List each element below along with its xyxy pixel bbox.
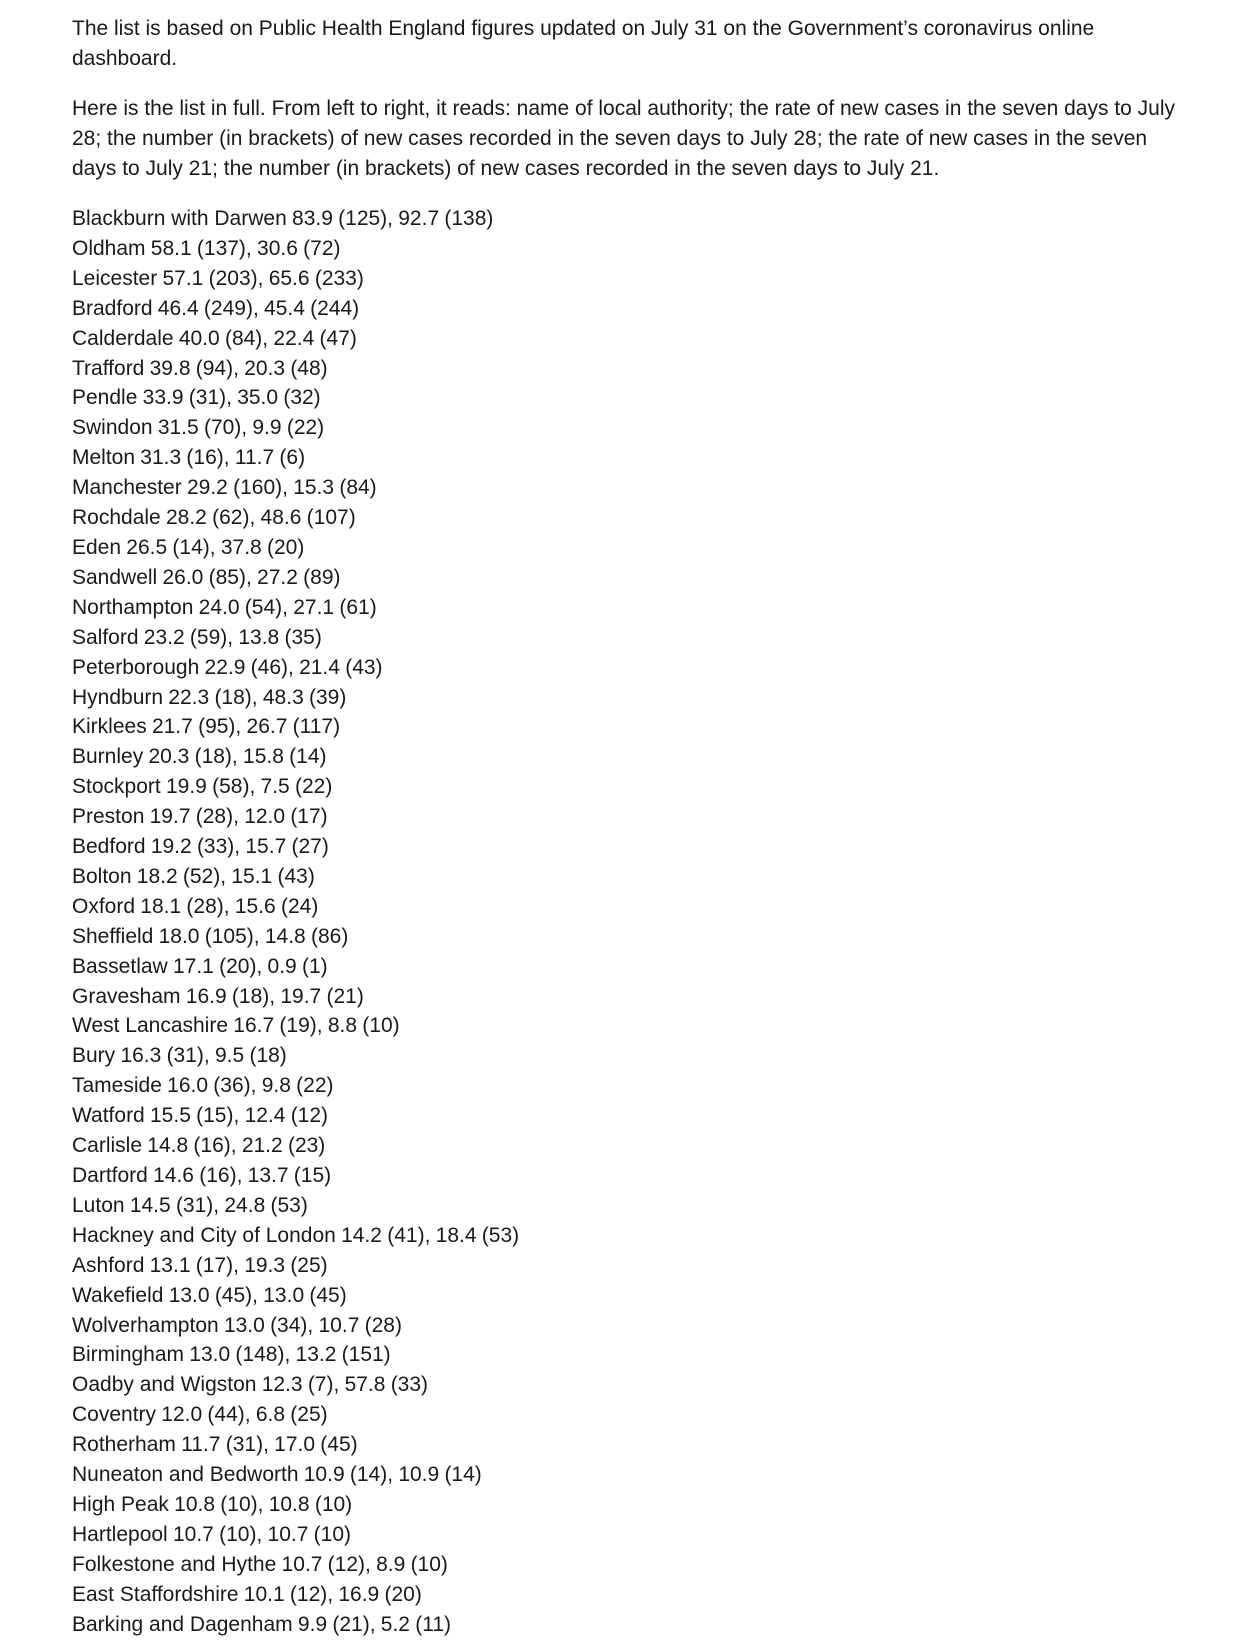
cases-jul28: (18), <box>194 745 238 769</box>
cases-jul28: (31), <box>188 386 232 410</box>
cases-jul28: (95), <box>198 715 242 739</box>
cases-jul28: (84), <box>224 326 269 350</box>
cases-jul21: (45) <box>309 1283 347 1307</box>
cases-jul21: (20) <box>266 535 305 559</box>
rate-jul28: 46.4 <box>157 296 199 320</box>
cases-jul28: (45), <box>214 1283 258 1307</box>
cases-jul28: (14), <box>172 535 216 559</box>
list-item <box>72 1251 1182 1281</box>
list-item <box>72 1580 1182 1610</box>
cases-jul21: (107) <box>306 506 356 530</box>
list-item <box>72 234 1182 264</box>
rate-jul28: 18.0 <box>158 924 200 948</box>
cases-jul28: (59), <box>189 625 234 649</box>
rate-jul21: 8.9 <box>376 1552 406 1576</box>
rate-jul28: 22.9 <box>204 655 246 679</box>
cases-jul28: (20), <box>219 954 263 978</box>
authority-name: Peterborough <box>72 655 200 679</box>
rate-jul21: 7.5 <box>260 775 290 799</box>
authority-name: Trafford <box>72 356 145 380</box>
authority-name: Northampton <box>72 595 194 619</box>
authority-name: Bury <box>72 1044 116 1068</box>
cases-jul28: (19), <box>279 1014 323 1038</box>
cases-jul28: (16), <box>193 1134 237 1158</box>
cases-jul21: (10) <box>313 1522 352 1546</box>
cases-jul28: (44), <box>207 1403 251 1427</box>
rate-jul21: 65.6 <box>268 266 310 290</box>
list-item <box>72 862 1182 892</box>
rate-jul28: 10.1 <box>243 1582 285 1606</box>
rate-jul28: 40.0 <box>178 326 220 350</box>
list-item <box>72 1550 1182 1580</box>
rate-jul28: 10.9 <box>303 1463 345 1487</box>
cases-jul21: (45) <box>320 1433 358 1457</box>
rate-jul28: 13.0 <box>168 1283 210 1307</box>
cases-jul28: (41), <box>387 1223 431 1247</box>
authority-name: Stockport <box>72 775 161 799</box>
authority-name: Tameside <box>72 1074 162 1098</box>
list-item <box>72 1370 1182 1400</box>
cases-jul21: (39) <box>309 685 347 709</box>
rate-jul28: 21.7 <box>151 715 193 739</box>
rate-jul28: 16.7 <box>233 1014 275 1038</box>
cases-jul21: (21) <box>326 984 364 1008</box>
rate-jul21: 11.7 <box>234 446 275 470</box>
authority-name: Oxford <box>72 894 136 918</box>
rate-jul28: 29.2 <box>186 476 228 500</box>
rate-jul28: 26.0 <box>162 565 204 589</box>
authority-name: Birmingham <box>72 1343 185 1367</box>
list-item <box>72 533 1182 563</box>
rate-jul21: 9.5 <box>215 1044 245 1068</box>
cases-jul21: (10) <box>410 1552 448 1576</box>
rate-jul21: 24.8 <box>224 1193 266 1217</box>
authority-name: Oadby and Wigston <box>72 1373 257 1397</box>
cases-jul21: (23) <box>287 1134 326 1158</box>
cases-jul28: (31), <box>175 1193 220 1217</box>
list-item <box>72 1400 1182 1430</box>
cases-jul28: (62), <box>212 506 256 530</box>
cases-jul21: (72) <box>303 236 341 260</box>
cases-jul21: (84) <box>339 476 377 500</box>
cases-jul21: (1) <box>301 954 328 978</box>
rate-jul21: 9.9 <box>252 416 282 440</box>
rate-jul28: 13.1 <box>149 1253 191 1277</box>
cases-jul28: (28), <box>195 805 239 829</box>
list-item <box>72 1191 1182 1221</box>
list-item <box>72 742 1182 772</box>
cases-jul28: (10), <box>220 1492 264 1516</box>
rate-jul21: 10.7 <box>267 1522 309 1546</box>
rate-jul28: 20.3 <box>148 745 190 769</box>
cases-jul21: (25) <box>290 1403 328 1427</box>
rate-jul21: 17.0 <box>274 1433 316 1457</box>
list-item <box>72 653 1182 683</box>
rate-jul21: 57.8 <box>344 1373 386 1397</box>
list-item <box>72 1161 1182 1191</box>
rate-jul21: 19.7 <box>280 984 322 1008</box>
cases-jul21: (233) <box>314 266 364 290</box>
authority-name: Bedford <box>72 835 146 859</box>
rate-jul28: 10.7 <box>281 1552 323 1576</box>
cases-jul28: (203), <box>208 266 264 290</box>
authority-name: Melton <box>72 446 136 470</box>
rate-jul28: 11.7 <box>181 1433 221 1457</box>
rate-jul21: 12.0 <box>244 805 286 829</box>
rate-jul21: 16.9 <box>338 1582 380 1606</box>
rate-jul21: 45.4 <box>264 296 305 320</box>
cases-jul28: (15), <box>196 1104 240 1128</box>
rate-jul21: 20.3 <box>244 356 286 380</box>
rate-jul28: 16.3 <box>120 1044 162 1068</box>
cases-jul21: (53) <box>481 1223 520 1247</box>
authority-name: Carlisle <box>72 1134 143 1158</box>
cases-jul28: (18), <box>231 984 276 1008</box>
rate-jul21: 15.8 <box>243 745 284 769</box>
cases-jul21: (27) <box>291 835 329 859</box>
rate-jul21: 14.8 <box>264 924 306 948</box>
list-item <box>72 1430 1182 1460</box>
rate-jul28: 19.7 <box>149 805 191 829</box>
list-item <box>72 563 1182 593</box>
cases-jul28: (52), <box>182 864 227 888</box>
rate-jul21: 15.6 <box>234 894 276 918</box>
authority-name: Burnley <box>72 745 144 769</box>
document-page <box>72 14 1182 1640</box>
cases-jul21: (24) <box>280 894 319 918</box>
rate-jul21: 35.0 <box>237 386 279 410</box>
cases-jul21: (89) <box>303 565 341 589</box>
authority-name: Bassetlaw <box>72 954 168 978</box>
local-authority-list <box>72 204 1182 1640</box>
rate-jul28: 10.8 <box>174 1492 216 1516</box>
cases-jul21: (138) <box>444 207 494 230</box>
list-item <box>72 1460 1182 1490</box>
rate-jul21: 8.8 <box>327 1014 358 1038</box>
rate-jul21: 12.4 <box>244 1104 286 1128</box>
rate-jul28: 23.2 <box>143 625 185 649</box>
cases-jul28: (249), <box>203 296 259 320</box>
rate-jul28: 9.9 <box>297 1612 328 1636</box>
list-item <box>72 802 1182 832</box>
cases-jul21: (151) <box>341 1343 391 1367</box>
rate-jul28: 58.1 <box>150 236 192 260</box>
authority-name: Rotherham <box>72 1433 176 1457</box>
authority-name: Kirklees <box>72 715 147 739</box>
list-item <box>72 1131 1182 1161</box>
rate-jul28: 15.5 <box>150 1104 191 1128</box>
list-item <box>72 1490 1182 1520</box>
cases-jul28: (54), <box>244 595 288 619</box>
cases-jul21: (20) <box>384 1582 422 1606</box>
rate-jul21: 48.3 <box>262 685 304 709</box>
list-item <box>72 473 1182 503</box>
rate-jul28: 14.2 <box>341 1223 382 1247</box>
rate-jul28: 19.9 <box>165 775 207 799</box>
rate-jul21: 6.8 <box>255 1403 286 1427</box>
rate-jul28: 14.8 <box>147 1134 189 1158</box>
list-item <box>72 1311 1182 1341</box>
rate-jul28: 33.9 <box>142 386 184 410</box>
intro-paragraph-source: The list is based on Public Health England figures updated on July 31 on the Government’s coronavirus online dashboard. <box>72 17 1095 70</box>
authority-name: Dartford <box>72 1164 148 1187</box>
list-item <box>72 892 1182 922</box>
list-item <box>72 294 1182 324</box>
authority-name: Watford <box>72 1104 145 1128</box>
rate-jul28: 13.0 <box>189 1343 231 1367</box>
rate-jul21: 15.1 <box>231 864 273 888</box>
cases-jul21: (17) <box>290 805 328 829</box>
authority-name: Luton <box>72 1193 125 1217</box>
rate-jul21: 21.2 <box>241 1134 283 1158</box>
cases-jul21: (15) <box>293 1164 332 1187</box>
cases-jul21: (43) <box>277 864 315 888</box>
cases-jul21: (53) <box>270 1193 308 1217</box>
cases-jul28: (21), <box>332 1612 376 1636</box>
cases-jul28: (17), <box>195 1253 239 1277</box>
authority-name: Hartlepool <box>72 1522 168 1546</box>
cases-jul28: (18), <box>214 685 258 709</box>
cases-jul28: (105), <box>204 924 260 948</box>
cases-jul21: (10) <box>362 1014 400 1038</box>
authority-name: Calderdale <box>72 326 174 350</box>
cases-jul21: (10) <box>314 1492 353 1516</box>
rate-jul28: 10.7 <box>172 1522 214 1546</box>
rate-jul21: 19.3 <box>244 1253 286 1277</box>
authority-name: Nuneaton and Bedworth <box>72 1463 299 1487</box>
cases-jul28: (7), <box>307 1373 340 1397</box>
rate-jul28: 19.2 <box>150 835 192 859</box>
list-item <box>72 1071 1182 1101</box>
authority-name: Leicester <box>72 266 158 290</box>
authority-name: Bradford <box>72 296 153 320</box>
cases-jul21: (86) <box>310 924 349 948</box>
list-item <box>72 1011 1182 1041</box>
rate-jul28: 16.0 <box>167 1074 209 1098</box>
list-item <box>72 982 1182 1012</box>
rate-jul21: 13.8 <box>238 625 280 649</box>
list-item <box>72 922 1182 952</box>
rate-jul28: 24.0 <box>198 595 240 619</box>
list-item <box>72 503 1182 533</box>
rate-jul28: 17.1 <box>172 954 214 978</box>
list-item <box>72 1340 1182 1370</box>
list-item <box>72 1041 1182 1071</box>
rate-jul21: 18.4 <box>435 1223 477 1247</box>
authority-name: Bolton <box>72 864 132 888</box>
authority-name: Wolverhampton <box>72 1313 219 1337</box>
cases-jul28: (31), <box>225 1433 269 1457</box>
rate-jul21: 0.9 <box>267 954 297 978</box>
rate-jul21: 10.7 <box>318 1313 360 1337</box>
rate-jul28: 22.3 <box>168 685 210 709</box>
list-item <box>72 1221 1182 1251</box>
authority-name: Rochdale <box>72 506 161 530</box>
rate-jul28: 31.3 <box>140 446 182 470</box>
rate-jul28: 14.5 <box>129 1193 171 1217</box>
cases-jul21: (117) <box>292 715 341 739</box>
cases-jul21: (22) <box>286 416 325 440</box>
rate-jul21: 48.6 <box>260 506 302 530</box>
list-item <box>72 952 1182 982</box>
rate-jul21: 9.8 <box>261 1074 291 1098</box>
list-item <box>72 1101 1182 1131</box>
authority-name: Blackburn with Darwen <box>72 207 287 230</box>
authority-name: Pendle <box>72 386 138 410</box>
rate-jul21: 30.6 <box>257 236 298 260</box>
list-item <box>72 1281 1182 1311</box>
rate-jul28: 12.0 <box>161 1403 203 1427</box>
authority-name: Manchester <box>72 476 182 500</box>
cases-jul21: (244) <box>310 296 360 320</box>
rate-jul21: 27.2 <box>257 565 298 589</box>
rate-jul21: 92.7 <box>398 207 440 230</box>
list-item <box>72 324 1182 354</box>
rate-jul21: 15.7 <box>245 835 287 859</box>
authority-name: Hyndburn <box>72 685 164 709</box>
rate-jul28: 39.8 <box>149 356 191 380</box>
cases-jul28: (94), <box>195 356 239 380</box>
rate-jul28: 18.1 <box>140 894 182 918</box>
list-item <box>72 413 1182 443</box>
cases-jul28: (12), <box>327 1552 371 1576</box>
list-item <box>72 443 1182 473</box>
list-item <box>72 593 1182 623</box>
cases-jul28: (14), <box>349 1463 394 1487</box>
list-item <box>72 683 1182 713</box>
rate-jul21: 13.7 <box>247 1164 289 1187</box>
cases-jul28: (31), <box>166 1044 210 1068</box>
cases-jul28: (10), <box>219 1522 263 1546</box>
cases-jul21: (6) <box>279 446 306 470</box>
cases-jul21: (12) <box>290 1104 329 1128</box>
authority-name: Preston <box>72 805 145 829</box>
cases-jul21: (22) <box>294 775 333 799</box>
rate-jul21: 10.8 <box>268 1492 310 1516</box>
rate-jul21: 13.0 <box>263 1283 305 1307</box>
cases-jul21: (48) <box>290 356 328 380</box>
cases-jul28: (34), <box>270 1313 314 1337</box>
authority-name: Sheffield <box>72 924 154 948</box>
authority-name: High Peak <box>72 1492 169 1516</box>
rate-jul21: 21.4 <box>299 655 340 679</box>
cases-jul28: (160), <box>233 476 288 500</box>
rate-jul28: 18.2 <box>136 864 178 888</box>
authority-name: Barking and Dagenham <box>72 1612 293 1636</box>
rate-jul21: 27.1 <box>293 595 335 619</box>
rate-jul21: 22.4 <box>273 326 315 350</box>
cases-jul21: (47) <box>319 326 357 350</box>
rate-jul21: 13.2 <box>295 1343 337 1367</box>
list-item <box>72 623 1182 653</box>
rate-jul28: 13.0 <box>223 1313 265 1337</box>
rate-jul28: 83.9 <box>292 207 333 230</box>
cases-jul28: (125), <box>338 207 393 230</box>
authority-name: East Staffordshire <box>72 1582 239 1606</box>
cases-jul21: (32) <box>283 386 321 410</box>
rate-jul21: 5.2 <box>380 1612 410 1636</box>
cases-jul21: (22) <box>296 1074 334 1098</box>
rate-jul21: 10.9 <box>398 1463 440 1487</box>
cases-jul21: (61) <box>339 595 377 619</box>
cases-jul21: (35) <box>284 625 322 649</box>
cases-jul21: (14) <box>289 745 327 769</box>
cases-jul28: (28), <box>186 894 230 918</box>
cases-jul21: (11) <box>415 1612 452 1636</box>
authority-name: Oldham <box>72 236 146 260</box>
list-item <box>72 712 1182 742</box>
cases-jul28: (12), <box>289 1582 334 1606</box>
authority-name: Sandwell <box>72 565 158 589</box>
rate-jul28: 57.1 <box>162 266 204 290</box>
cases-jul28: (36), <box>213 1074 257 1098</box>
list-item <box>72 772 1182 802</box>
cases-jul21: (28) <box>364 1313 402 1337</box>
rate-jul28: 16.9 <box>185 984 227 1008</box>
list-item <box>72 264 1182 294</box>
cases-jul28: (70), <box>203 416 248 440</box>
cases-jul28: (16), <box>199 1164 243 1187</box>
rate-jul28: 26.5 <box>126 535 168 559</box>
authority-name: Gravesham <box>72 984 181 1008</box>
cases-jul28: (46), <box>250 655 294 679</box>
list-item <box>72 354 1182 384</box>
rate-jul28: 14.6 <box>153 1164 194 1187</box>
rate-jul28: 31.5 <box>157 416 199 440</box>
cases-jul28: (137), <box>196 236 252 260</box>
cases-jul28: (148), <box>235 1343 291 1367</box>
rate-jul21: 26.7 <box>246 715 288 739</box>
cases-jul28: (33), <box>196 835 241 859</box>
list-item <box>72 383 1182 413</box>
cases-jul28: (85), <box>208 565 252 589</box>
authority-name: Eden <box>72 535 122 559</box>
cases-jul21: (33) <box>390 1373 429 1397</box>
cases-jul28: (16), <box>186 446 230 470</box>
authority-name: Salford <box>72 625 139 649</box>
cases-jul21: (43) <box>345 655 383 679</box>
rate-jul28: 12.3 <box>261 1373 303 1397</box>
rate-jul21: 37.8 <box>220 535 262 559</box>
authority-name: Hackney and City of London <box>72 1223 336 1247</box>
cases-jul28: (58), <box>212 775 256 799</box>
authority-name: Coventry <box>72 1403 157 1427</box>
cases-jul21: (25) <box>290 1253 328 1277</box>
list-item <box>72 204 1182 234</box>
authority-name: Folkestone and Hythe <box>72 1552 277 1576</box>
intro-paragraph-legend: Here is the list in full. From left to right, it reads: name of local authority; the rate of new cases in the seven days to July 28; the number (in brackets) of new cases recorded in the seven days to July 28; the rate of new cases in the seven days to July 21; the number (in brackets) of new cases recorded in the seven days to July 21. <box>72 97 1176 180</box>
authority-name: Ashford <box>72 1253 145 1277</box>
rate-jul21: 15.3 <box>293 476 335 500</box>
authority-name: Wakefield <box>72 1283 164 1307</box>
list-item <box>72 1520 1182 1550</box>
cases-jul21: (18) <box>249 1044 287 1068</box>
cases-jul21: (14) <box>444 1463 482 1487</box>
list-item <box>72 832 1182 862</box>
rate-jul28: 28.2 <box>165 506 207 530</box>
list-item <box>72 1610 1182 1640</box>
authority-name: Swindon <box>72 416 153 440</box>
authority-name: West Lancashire <box>72 1014 229 1038</box>
